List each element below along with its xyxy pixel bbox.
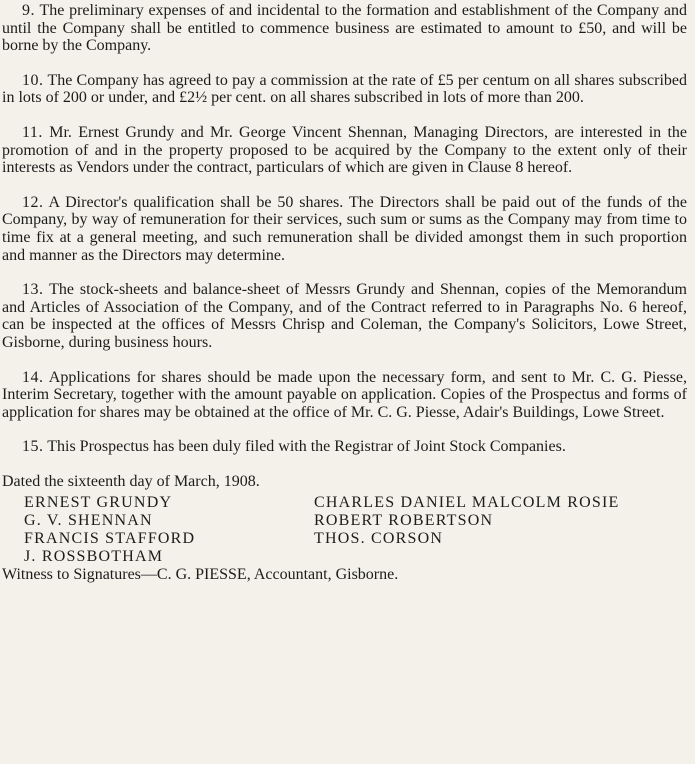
paragraph-number: 12.	[22, 193, 44, 211]
signatures-right-column	[314, 494, 619, 566]
paragraph-12	[2, 194, 687, 264]
signatures-left-column	[24, 494, 314, 566]
paragraph-10	[2, 72, 687, 107]
paragraph-14	[2, 369, 687, 422]
paragraph-number: 14.	[22, 368, 44, 386]
signature: ROBERT ROBERTSON	[314, 512, 494, 530]
paragraph-15	[2, 438, 687, 456]
paragraph-11	[2, 124, 687, 177]
paragraph-text: The preliminary expenses of and incidental to the formation and establishment of the Company and until the Company shall be entitled to commence business are estimated to amount to £50, and will be borne by the Company.	[2, 2, 687, 55]
paragraph-number: 15.	[22, 438, 44, 456]
signature: J. ROSSBOTHAM	[24, 548, 164, 566]
paragraph-number: 11.	[22, 123, 43, 141]
paragraph-text: Mr. Ernest Grundy and Mr. George Vincent Shennan, Managing Directors, are interested in the promotion of and in the property proposed to be acquired by the Company to the extent only of their interests as Vendors under the contract, particulars of which are given in Clause 8 hereof.	[2, 123, 688, 177]
paragraph-text: The stock-sheets and balance-sheet of Messrs Grundy and Shennan, copies of the Memorandum and Articles of Association of the Company, and of the Contract referred to in Paragraphs No. 6 hereof, can be inspected at the offices of Messrs Chrisp and Coleman, the Company's Solicitors, Lowe Street, Gisborne, during business hours.	[2, 281, 687, 351]
paragraph-text: This Prospectus has been duly filed with the Registrar of Joint Stock Companies.	[47, 438, 566, 456]
dated-line: Dated the sixteenth day of March, 1908.	[2, 472, 260, 490]
paragraph-text: Applications for shares should be made upon the necessary form, and sent to Mr. C. G. Piesse, Interim Secretary, together with the amount payable on application. Copies of the Prospectus and forms of application for shares may be obtained at the office of Mr. C. G. Piesse, Adair's Buildings, Lowe Street.	[2, 368, 687, 421]
signature: ERNEST GRUNDY	[24, 494, 173, 512]
signature: FRANCIS STAFFORD	[24, 530, 196, 548]
signatures-block	[2, 494, 687, 566]
signature: G. V. SHENNAN	[24, 512, 153, 530]
paragraph-text: The Company has agreed to pay a commission at the rate of £5 per centum on all shares subscribed in lots of 200 or under, and £2½ per cent. on all shares subscribed in lots of more than 200.	[2, 71, 687, 107]
paragraph-text: A Director's qualification shall be 50 shares. The Directors shall be paid out of the funds of the Company, by way of remuneration for their services, such sum or sums as the Company may from time to time fix at a general meeting, and such remuneration shall be divided amongst them in such proportion and manner as the Directors may determine.	[2, 193, 687, 264]
paragraph-number: 13.	[22, 281, 44, 299]
paragraph-number: 9.	[22, 2, 35, 19]
signature: CHARLES DANIEL MALCOLM ROSIE	[314, 494, 620, 512]
paragraph-13	[2, 281, 687, 351]
paragraph-number: 10.	[22, 71, 44, 89]
witness-line: Witness to Signatures—C. G. PIESSE, Accountant, Gisborne.	[2, 566, 399, 584]
paragraph-9	[2, 2, 687, 55]
signature: THOS. CORSON	[314, 530, 444, 548]
